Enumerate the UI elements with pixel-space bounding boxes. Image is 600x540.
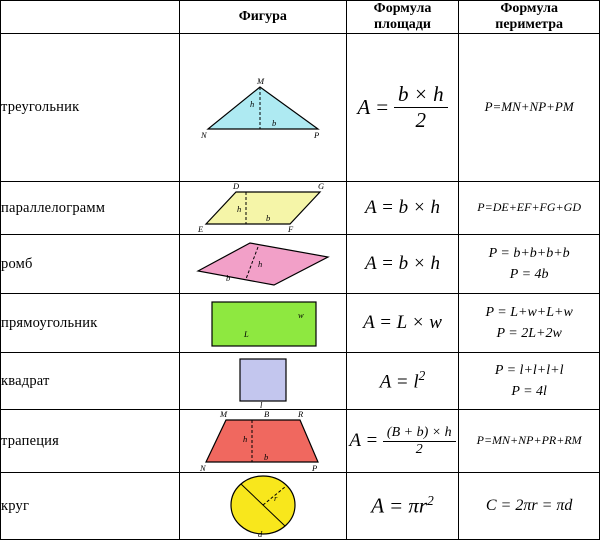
- area-formula-rectangle: A = L × w: [346, 294, 459, 353]
- table-row: [1, 353, 600, 410]
- circle-figure: [179, 473, 346, 540]
- perimeter-line-1: P = l+l+l+l: [494, 362, 564, 378]
- square-figure: [179, 353, 346, 410]
- svg-text:D: D: [232, 181, 239, 191]
- perimeter-line-2: P = 4b: [509, 267, 549, 282]
- area-denominator-trapezoid: 2: [415, 441, 423, 457]
- perimeter-formula-rhombus: [459, 235, 600, 294]
- svg-text:P: P: [311, 463, 317, 473]
- table-row: [1, 294, 600, 353]
- svg-text:N: N: [200, 129, 207, 140]
- area-denominator-triangle: 2: [415, 108, 427, 133]
- area-formula-parallelogram: A = b × h: [346, 182, 459, 235]
- svg-text:d: d: [257, 529, 263, 539]
- svg-text:M: M: [219, 409, 227, 419]
- svg-text:B: B: [263, 409, 269, 419]
- svg-text:L: L: [243, 329, 249, 339]
- figure-name-square: квадрат: [1, 353, 180, 410]
- area-formula-rhombus: A = b × h: [346, 235, 459, 294]
- table-row: [1, 34, 600, 182]
- perimeter-line-2: P = 2L+2w: [496, 326, 562, 341]
- area-exponent-square: 2: [418, 368, 426, 384]
- table-row: [1, 235, 600, 294]
- svg-text:h: h: [257, 259, 263, 269]
- trapezoid-figure: [179, 410, 346, 473]
- header-figure: Фигура: [179, 1, 346, 34]
- header-perimeter-line2: периметра: [495, 17, 563, 33]
- header-empty: [1, 1, 180, 34]
- table-row: [1, 473, 600, 540]
- svg-text:E: E: [197, 224, 203, 234]
- header-area-line1: Формула: [373, 1, 432, 16]
- area-formula-triangle: [346, 34, 459, 182]
- area-plain-circle: A = πr: [371, 493, 428, 518]
- perimeter-line-1: P = L+w+L+w: [485, 304, 573, 320]
- triangle-figure: [179, 34, 346, 182]
- area-formula-circle: [346, 473, 459, 540]
- area-formula-trapezoid: [346, 410, 459, 473]
- area-numerator-trapezoid: (B + b) × h: [383, 425, 456, 442]
- figure-name-triangle: треугольник: [1, 34, 180, 182]
- parallelogram-figure: [179, 182, 346, 235]
- svg-text:R: R: [297, 409, 303, 419]
- rhombus-figure: [179, 235, 346, 294]
- table-row: [1, 410, 600, 473]
- header-perimeter: [459, 1, 600, 34]
- perimeter-formula-circle: C = 2πr = πd: [459, 473, 600, 540]
- perimeter-line-1: P = b+b+b+b: [488, 245, 570, 261]
- svg-text:h: h: [236, 204, 242, 214]
- perimeter-formula-parallelogram: P=DE+EF+FG+GD: [459, 182, 600, 235]
- svg-text:G: G: [317, 181, 324, 191]
- figure-name-rectangle: прямоугольник: [1, 294, 180, 353]
- svg-text:b: b: [271, 117, 277, 128]
- svg-text:F: F: [287, 224, 293, 234]
- svg-text:N: N: [199, 463, 206, 473]
- perimeter-line-2: P = 4l: [511, 384, 547, 399]
- perimeter-formula-trapezoid: P=MN+NP+PR+RM: [459, 410, 600, 473]
- svg-text:r: r: [273, 493, 278, 503]
- header-perimeter-line1: Формула: [500, 1, 558, 16]
- figure-name-rhombus: ромб: [1, 235, 180, 294]
- svg-text:w: w: [297, 310, 304, 320]
- area-numerator-triangle: b × h: [394, 82, 448, 108]
- header-area: [346, 1, 459, 34]
- table-header-row: [1, 1, 600, 34]
- svg-text:h: h: [242, 434, 248, 444]
- header-area-line2: площади: [374, 17, 431, 33]
- rectangle-figure: [179, 294, 346, 353]
- svg-text:P: P: [313, 129, 319, 140]
- svg-text:M: M: [256, 75, 264, 86]
- svg-text:b: b: [225, 273, 231, 283]
- svg-text:b: b: [263, 452, 269, 462]
- figure-name-parallelogram: параллелограмм: [1, 182, 180, 235]
- svg-text:l: l: [259, 400, 263, 410]
- svg-text:h: h: [249, 98, 255, 109]
- area-exponent-circle: 2: [427, 493, 434, 509]
- perimeter-formula-triangle: P=MN+NP+PM: [459, 34, 600, 182]
- area-lead-triangle: A =: [357, 95, 390, 120]
- area-plain-square: A = l: [379, 371, 419, 393]
- figure-name-circle: круг: [1, 473, 180, 540]
- perimeter-formula-rectangle: [459, 294, 600, 353]
- area-formula-square: [346, 353, 459, 410]
- table-row: [1, 182, 600, 235]
- perimeter-formula-square: [459, 353, 600, 410]
- area-lead-trapezoid: A =: [349, 430, 379, 451]
- figure-name-trapezoid: трапеция: [1, 410, 180, 473]
- svg-text:b: b: [265, 213, 271, 223]
